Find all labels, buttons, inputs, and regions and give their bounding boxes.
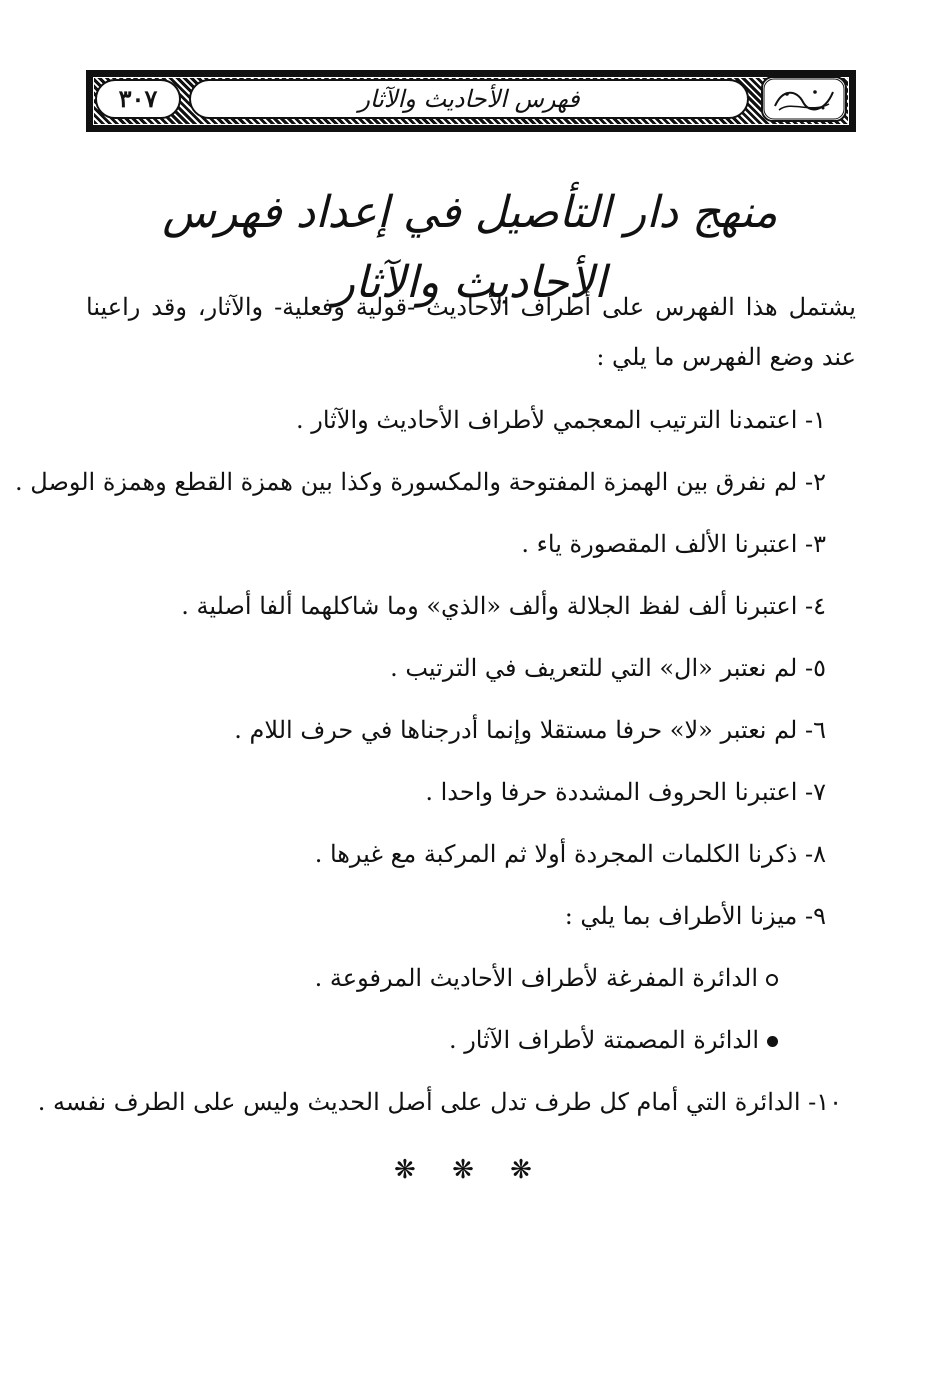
seal-emblem-icon (763, 78, 845, 120)
page-heading: منهج دار التأصيل في إعداد فهرس الأحاديث والآثار (162, 187, 778, 308)
filled-circle-icon (767, 1036, 778, 1047)
list-item: ٢- لم نفرق بين الهمزة المفتوحة والمكسورة وكذا بين همزة القطع وهمزة الوصل . (15, 468, 826, 496)
list-item: ٤- اعتبرنا ألف لفظ الجلالة وألف «الذي» وما شاكلهما ألفا أصلية . (181, 592, 826, 620)
list-item: ٨- ذكرنا الكلمات المجردة أولا ثم المركبة مع غيرها . (314, 840, 826, 868)
running-header (86, 70, 856, 132)
hollow-circle-icon (766, 974, 778, 986)
intro-paragraph: يشتمل هذا الفهرس على أطراف الأحاديث -قولية وفعلية- والآثار، وقد راعينا عند وضع الفهرس ما يلي : (86, 293, 856, 371)
running-title: فهرس الأحاديث والآثار (189, 79, 749, 119)
sub-item-text: الدائرة المفرغة لأطراف الأحاديث المرفوعة . (314, 964, 758, 992)
document-body (15, 282, 856, 1144)
list-item: ١٠- الدائرة التي أمام كل طرف تدل على أصل الحديث وليس على الطرف نفسه . (37, 1088, 842, 1116)
list-item: ٣- اعتبرنا الألف المقصورة ياء . (521, 530, 826, 558)
section-end-ornament: ❋ ❋ ❋ (394, 1155, 546, 1185)
list-item: ٩- ميزنا الأطراف بما يلي : (564, 902, 826, 930)
book-seal-logo (761, 76, 847, 122)
sub-list-item (86, 1020, 856, 1082)
list-item: ٦- لم نعتبر «لا» حرفا مستقلا وإنما أدرجناها في حرف اللام . (234, 716, 826, 744)
sub-item-text: الدائرة المصمتة لأطراف الآثار . (448, 1026, 759, 1054)
list-item: ٥- لم نعتبر «ال» التي للتعريف في الترتيب . (390, 654, 826, 682)
sub-list-item (86, 958, 856, 1020)
list-item: ١- اعتمدنا الترتيب المعجمي لأطراف الأحاديث والآثار . (295, 406, 826, 434)
page-number: ٣٠٧ (95, 79, 181, 119)
list-item: ٧- اعتبرنا الحروف المشددة حرفا واحدا . (425, 778, 826, 806)
